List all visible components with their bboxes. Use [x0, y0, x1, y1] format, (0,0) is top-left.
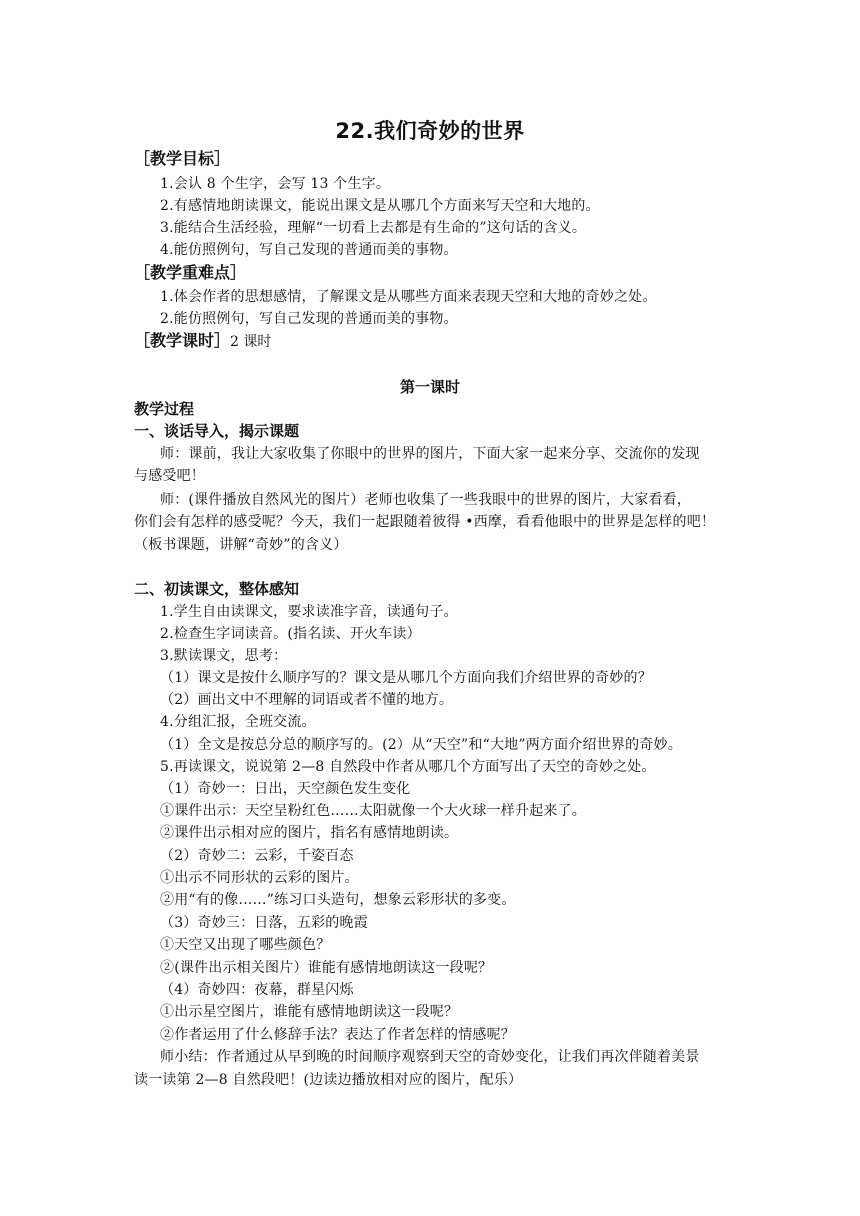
paragraph-line: 2.检查生字词读音。(指名读、开火车读） [160, 626, 421, 642]
document-title: 22.我们奇妙的世界 [335, 119, 525, 143]
goal-item: 3.能结合生活经验，理解“一切看上去都是有生命的”这句话的含义。 [160, 220, 587, 236]
paragraph-line: （2）画出文中不理解的词语或者不懂的地方。 [160, 692, 454, 708]
paragraph-line: （1）课文是按什么顺序写的？课文是从哪几个方面向我们介绍世界的奇妙的？ [160, 670, 652, 686]
goal-item: 2.有感情地朗读课文，能说出课文是从哪几个方面来写天空和大地的。 [160, 198, 600, 214]
paragraph-line: ②用“有的像……”练习口头造句，想象云彩形状的多变。 [160, 892, 516, 908]
part2-heading: 二、初读课文，整体感知 [134, 580, 300, 598]
paragraph-line: ①出示星空图片，谁能有感情地朗读这一段呢？ [160, 1004, 459, 1020]
paragraph-line: 3.默读课文，思考： [160, 648, 288, 664]
paragraph-line: （2）奇妙二：云彩，千姿百态 [160, 848, 354, 864]
paragraph-line: （3）奇妙三：日落，五彩的晚霞 [160, 915, 368, 931]
paragraph-line: 师：(课件播放自然风光的图片）老师也收集了一些我眼中的世界的图片，大家看看， [160, 492, 692, 508]
paragraph-line: ②课件出示相对应的图片，指名有感情地朗读。 [160, 825, 459, 841]
paragraph-line: 师：课前，我让大家收集了你眼中的世界的图片，下面大家一起来分享、交流你的发现 [160, 446, 700, 462]
paragraph-line: ②(课件出示相关图片）谁能有感情地朗读这一段呢？ [160, 960, 493, 976]
goals-heading: ［教学目标］ [134, 149, 231, 168]
goal-item: 4.能仿照例句，写自己发现的普通而美的事物。 [160, 242, 458, 258]
part1-heading: 一、谈话导入，揭示课题 [134, 422, 300, 440]
hours-line [134, 330, 271, 353]
paragraph-line: 5.再读课文，说说第 2—8 自然段中作者从哪几个方面写出了天空的奇妙之处。 [160, 759, 656, 775]
difficulty-item: 2.能仿照例句，写自己发现的普通而美的事物。 [160, 311, 458, 327]
difficulties-heading: ［教学重难点］ [134, 263, 247, 282]
paragraph-line: （板书课题，讲解“奇妙”的含义） [134, 537, 348, 553]
paragraph-line: ②作者运用了什么修辞手法？表达了作者怎样的情感呢？ [160, 1027, 515, 1043]
paragraph-line: ①天空又出现了哪些颜色？ [160, 937, 331, 953]
paragraph-line: 与感受吧！ [134, 468, 205, 484]
paragraph-line: 你们会有怎样的感受呢？今天，我们一起跟随着彼得 •西摩，看看他眼中的世界是怎样的吧！ [134, 514, 716, 530]
paragraph-line: 4.分组汇报，全班交流。 [160, 714, 316, 730]
paragraph-line: （4）奇妙四：夜幕，群星闪烁 [160, 982, 354, 998]
paragraph-line: ①出示不同形状的云彩的图片。 [160, 870, 359, 886]
paragraph-line: （1）全文是按总分总的顺序写的。(2）从“天空”和“大地”两方面介绍世界的奇妙。 [160, 737, 682, 753]
goal-item: 1.会认 8 个生字，会写 13 个生字。 [160, 176, 391, 192]
process-heading: 教学过程 [134, 400, 195, 418]
paragraph-line: ①课件出示：天空呈粉红色……太阳就像一个大火球一样升起来了。 [160, 803, 586, 819]
hours-heading: ［教学课时］ [134, 331, 231, 350]
hours-value: 2 课时 [230, 334, 272, 350]
lesson-heading: 第一课时 [399, 378, 460, 396]
paragraph-line: 1.学生自由读课文，要求读准字音，读通句子。 [160, 604, 458, 620]
difficulty-item: 1.体会作者的思想感情，了解课文是从哪些方面来表现天空和大地的奇妙之处。 [160, 289, 657, 305]
paragraph-line: （1）奇妙一：日出，天空颜色发生变化 [160, 781, 411, 797]
paragraph-line: 师小结：作者通过从早到晚的时间顺序观察到天空的奇妙变化，让我们再次伴随着美景 [160, 1049, 700, 1065]
paragraph-line: 读一读第 2—8 自然段吧！(边读边播放相对应的图片，配乐） [134, 1072, 523, 1088]
